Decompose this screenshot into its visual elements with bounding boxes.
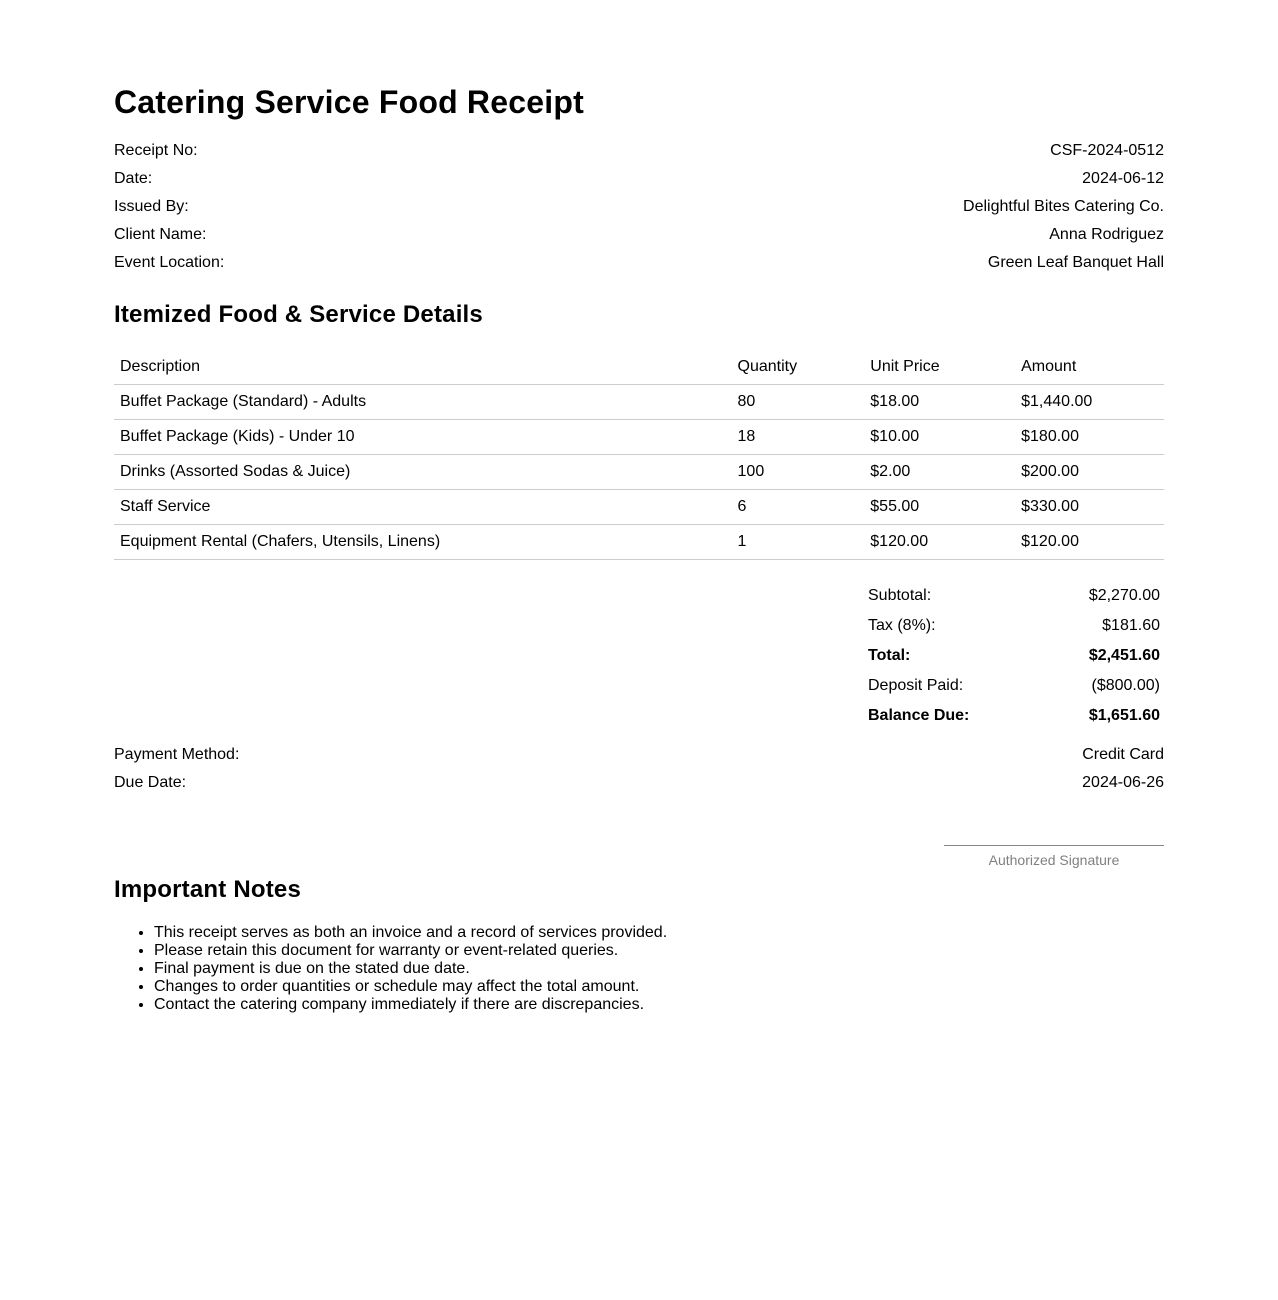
totals-label: Deposit Paid:	[868, 677, 964, 694]
column-header-amount: Amount	[1015, 349, 1164, 385]
meta-row-date	[114, 168, 1164, 196]
cell-description: Buffet Package (Standard) - Adults	[114, 385, 732, 420]
totals-summary	[862, 581, 1164, 731]
column-header-unit-price: Unit Price	[864, 349, 1015, 385]
cell-unit-price: $10.00	[864, 420, 1015, 455]
cell-quantity: 80	[732, 385, 865, 420]
cell-unit-price: $120.00	[864, 525, 1015, 560]
cell-amount: $200.00	[1015, 455, 1164, 490]
cell-amount: $180.00	[1015, 420, 1164, 455]
totals-value: $1,651.60	[1088, 707, 1160, 724]
list-item: • This receipt serves as both an invoice and a record of services provided.	[154, 924, 667, 942]
meta-label: Event Location:	[114, 254, 225, 271]
meta-row-client-name	[114, 224, 1164, 252]
list-item: • Please retain this document for warranty or event-related queries.	[154, 942, 667, 960]
items-section-heading: Itemized Food & Service Details	[114, 301, 483, 328]
payment-method-row	[114, 744, 1164, 772]
tax-row	[862, 611, 1164, 641]
cell-amount: $330.00	[1015, 490, 1164, 525]
column-header-description: Description	[114, 349, 732, 385]
balance-due-row	[862, 701, 1164, 731]
list-item: • Changes to order quantities or schedule may affect the total amount.	[154, 978, 667, 996]
meta-value: CSF-2024-0512	[1050, 142, 1164, 159]
table-row	[114, 490, 1164, 525]
table-row	[114, 525, 1164, 560]
totals-label: Balance Due:	[868, 707, 970, 724]
cell-unit-price: $2.00	[864, 455, 1015, 490]
meta-row-event-location	[114, 252, 1164, 280]
cell-description: Equipment Rental (Chafers, Utensils, Linens)	[114, 525, 732, 560]
cell-amount: $1,440.00	[1015, 385, 1164, 420]
notes-list	[114, 924, 667, 1014]
table-row	[114, 455, 1164, 490]
meta-value: Green Leaf Banquet Hall	[987, 254, 1164, 271]
meta-label: Receipt No:	[114, 142, 198, 159]
deposit-row	[862, 671, 1164, 701]
cell-unit-price: $55.00	[864, 490, 1015, 525]
totals-label: Total:	[868, 647, 911, 664]
cell-quantity: 18	[732, 420, 865, 455]
cell-description: Drinks (Assorted Sodas & Juice)	[114, 455, 732, 490]
totals-label: Subtotal:	[868, 587, 932, 604]
items-table	[114, 349, 1164, 560]
cell-amount: $120.00	[1015, 525, 1164, 560]
totals-value: $2,451.60	[1088, 647, 1160, 664]
receipt-meta	[114, 140, 1164, 280]
signature-label: Authorized Signature	[988, 852, 1120, 868]
cell-quantity: 100	[732, 455, 865, 490]
table-row	[114, 385, 1164, 420]
cell-unit-price: $18.00	[864, 385, 1015, 420]
totals-label: Tax (8%):	[868, 617, 936, 634]
subtotal-row	[862, 581, 1164, 611]
payment-label: Payment Method:	[114, 746, 240, 763]
list-item: • Final payment is due on the stated due date.	[154, 960, 667, 978]
cell-description: Buffet Package (Kids) - Under 10	[114, 420, 732, 455]
totals-value: ($800.00)	[1091, 677, 1160, 694]
payment-value: Credit Card	[1082, 746, 1164, 763]
payment-info	[114, 744, 1164, 800]
meta-value: Anna Rodriguez	[1049, 226, 1164, 243]
cell-quantity: 6	[732, 490, 865, 525]
payment-value: 2024-06-26	[1082, 774, 1164, 791]
notes-section-heading: Important Notes	[114, 876, 302, 903]
column-header-quantity: Quantity	[732, 349, 865, 385]
totals-value: $2,270.00	[1088, 587, 1160, 604]
cell-quantity: 1	[732, 525, 865, 560]
table-row	[114, 420, 1164, 455]
page-title: Catering Service Food Receipt	[114, 84, 584, 120]
meta-value: 2024-06-12	[1082, 170, 1164, 187]
total-row	[862, 641, 1164, 671]
payment-label: Due Date:	[114, 774, 187, 791]
list-item: • Contact the catering company immediately if there are discrepancies.	[154, 996, 667, 1014]
totals-value: $181.60	[1102, 617, 1160, 634]
table-header-row	[114, 349, 1164, 385]
cell-description: Staff Service	[114, 490, 732, 525]
meta-label: Client Name:	[114, 226, 207, 243]
meta-value: Delightful Bites Catering Co.	[963, 198, 1164, 215]
meta-row-receipt-no	[114, 140, 1164, 168]
signature-line	[944, 845, 1164, 868]
due-date-row	[114, 772, 1164, 800]
meta-label: Date:	[114, 170, 153, 187]
meta-row-issued-by	[114, 196, 1164, 224]
meta-label: Issued By:	[114, 198, 189, 215]
